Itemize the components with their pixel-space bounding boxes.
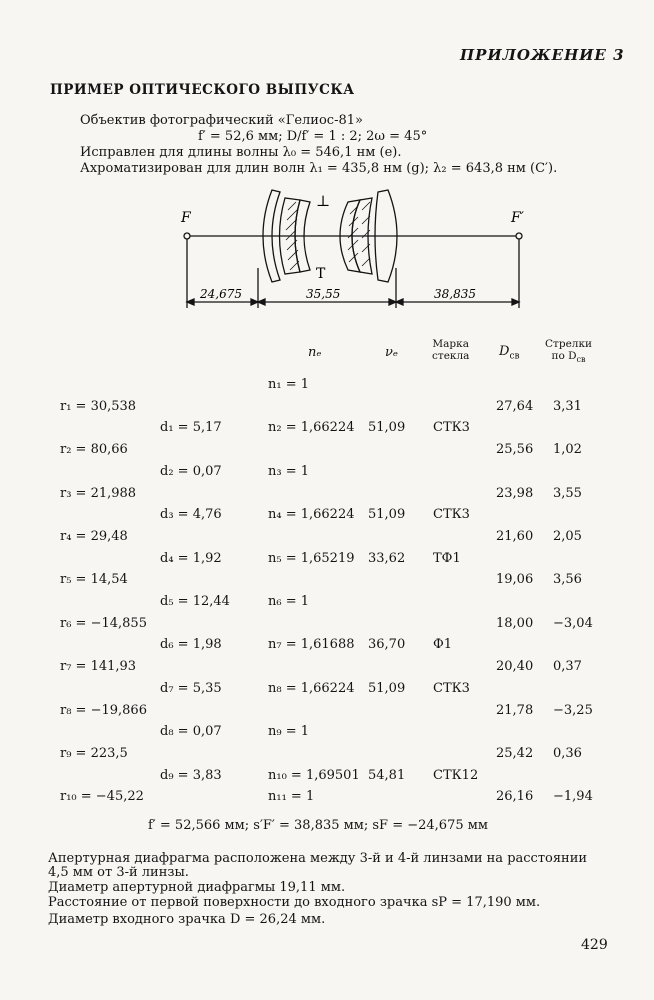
abbe-number: 54,81 [368,768,406,783]
focus-point-right [516,233,522,239]
sag: 0,37 [553,659,582,674]
thickness: d₆ = 1,98 [160,637,222,652]
sag: −3,04 [553,616,593,631]
thickness: d₉ = 3,83 [160,768,222,783]
note-aperture-stop-diameter: Диаметр апертурной диафрагмы 19,11 мм. [48,880,346,895]
glass-grade: Ф1 [433,637,453,652]
surface-radius: r₄ = 29,48 [60,529,128,544]
note-aperture-stop-position-cont: 4,5 мм от 3-й линзы. [48,865,189,880]
sag: −3,25 [553,703,593,718]
spec-line-parameters: f′ = 52,6 мм; D/f′ = 1 : 2; 2ω = 45° [198,129,428,144]
stop-label-bottom: T [316,266,326,282]
thickness: d₃ = 4,76 [160,507,222,522]
spec-line-achromatized: Ахроматизирован для длин волн λ₁ = 435,8 нм (g); λ₂ = 643,8 нм (C′). [80,161,558,176]
refractive-index: n₁₁ = 1 [268,789,315,804]
glass-grade: СТК3 [433,681,470,696]
section-title: ПРИМЕР ОПТИЧЕСКОГО ВЫПУСКА [50,82,355,98]
surface-radius: r₉ = 223,5 [60,746,128,761]
sag: 3,56 [553,572,582,587]
page-number: 429 [581,937,608,953]
sag: −1,94 [553,789,593,804]
clear-diameter: 25,56 [496,442,534,457]
thickness: d₅ = 12,44 [160,594,230,609]
refractive-index: n₉ = 1 [268,724,310,739]
refractive-index: n₆ = 1 [268,594,310,609]
thickness: d₁ = 5,17 [160,420,222,435]
thickness: d₇ = 5,35 [160,681,222,696]
surface-radius: r₈ = −19,866 [60,703,147,718]
glass-grade: СТК3 [433,507,470,522]
header-clear-diameter: $D_{св}$ [499,344,520,362]
clear-diameter: 27,64 [496,399,534,414]
surface-radius: r₃ = 21,988 [60,486,137,501]
thickness: d₈ = 0,07 [160,724,222,739]
refractive-index: n₄ = 1,66224 [268,507,355,522]
thickness: d₄ = 1,92 [160,551,222,566]
note-entrance-pupil-distance: Расстояние от первой поверхности до входного зрачка sP = 17,190 мм. [48,895,541,910]
dimension-label-right: 38,835 [434,287,476,301]
clear-diameter: 23,98 [496,486,534,501]
surface-radius: r₅ = 14,54 [60,572,128,587]
refractive-index: n₇ = 1,61688 [268,637,355,652]
glass-grade: ТФ1 [433,551,461,566]
focus-label-right: F′ [511,210,524,226]
abbe-number: 51,09 [368,420,406,435]
abbe-number: 36,70 [368,637,406,652]
sag: 2,05 [553,529,582,544]
glass-grade: СТК12 [433,768,479,783]
clear-diameter: 26,16 [496,789,534,804]
abbe-number: 33,62 [368,551,406,566]
header-abbe-number: νₑ [385,345,398,360]
dimension-label-middle: 35,55 [306,287,341,301]
thickness: d₂ = 0,07 [160,464,222,479]
refractive-index: n₁ = 1 [268,377,310,392]
refractive-index: n₃ = 1 [268,464,310,479]
focus-point-left [184,233,190,239]
header-refractive-index: nₑ [308,345,322,360]
spec-line-corrected: Исправлен для длины волны λ₀ = 546,1 нм (e). [80,145,402,160]
spec-line-lens-name: Объектив фотографический «Гелиос-81» [80,113,363,128]
summary-line: f′ = 52,566 мм; s′F′ = 38,835 мм; sF = −24,675 мм [148,818,488,833]
lens-diagram [0,180,654,320]
sag: 3,55 [553,486,582,501]
sag: 1,02 [553,442,582,457]
header-glass-grade: Марка стекла [432,338,470,362]
sag: 0,36 [553,746,582,761]
refractive-index: n₂ = 1,66224 [268,420,355,435]
note-entrance-pupil-diameter: Диаметр входного зрачка D = 26,24 мм. [48,912,326,927]
appendix-label: ПРИЛОЖЕНИЕ 3 [460,46,625,64]
focus-label-left: F [181,210,191,226]
header-sag: Стрелки по $D_{св}$ [545,338,593,365]
abbe-number: 51,09 [368,681,406,696]
glass-grade: СТК3 [433,420,470,435]
dimension-label-left: 24,675 [200,287,242,301]
stop-label-top: ⊥ [316,192,331,210]
clear-diameter: 21,78 [496,703,534,718]
surface-radius: r₇ = 141,93 [60,659,137,674]
sag: 3,31 [553,399,582,414]
note-aperture-stop-position: Апертурная диафрагма расположена между 3-й и 4-й линзами на расстоянии [48,851,588,866]
clear-diameter: 21,60 [496,529,534,544]
surface-radius: r₂ = 80,66 [60,442,128,457]
abbe-number: 51,09 [368,507,406,522]
clear-diameter: 25,42 [496,746,534,761]
clear-diameter: 19,06 [496,572,534,587]
refractive-index: n₁₀ = 1,69501 [268,768,360,783]
clear-diameter: 18,00 [496,616,534,631]
clear-diameter: 20,40 [496,659,534,674]
surface-radius: r₁ = 30,538 [60,399,137,414]
refractive-index: n₅ = 1,65219 [268,551,355,566]
surface-radius: r₆ = −14,855 [60,616,147,631]
refractive-index: n₈ = 1,66224 [268,681,355,696]
surface-radius: r₁₀ = −45,22 [60,789,144,804]
